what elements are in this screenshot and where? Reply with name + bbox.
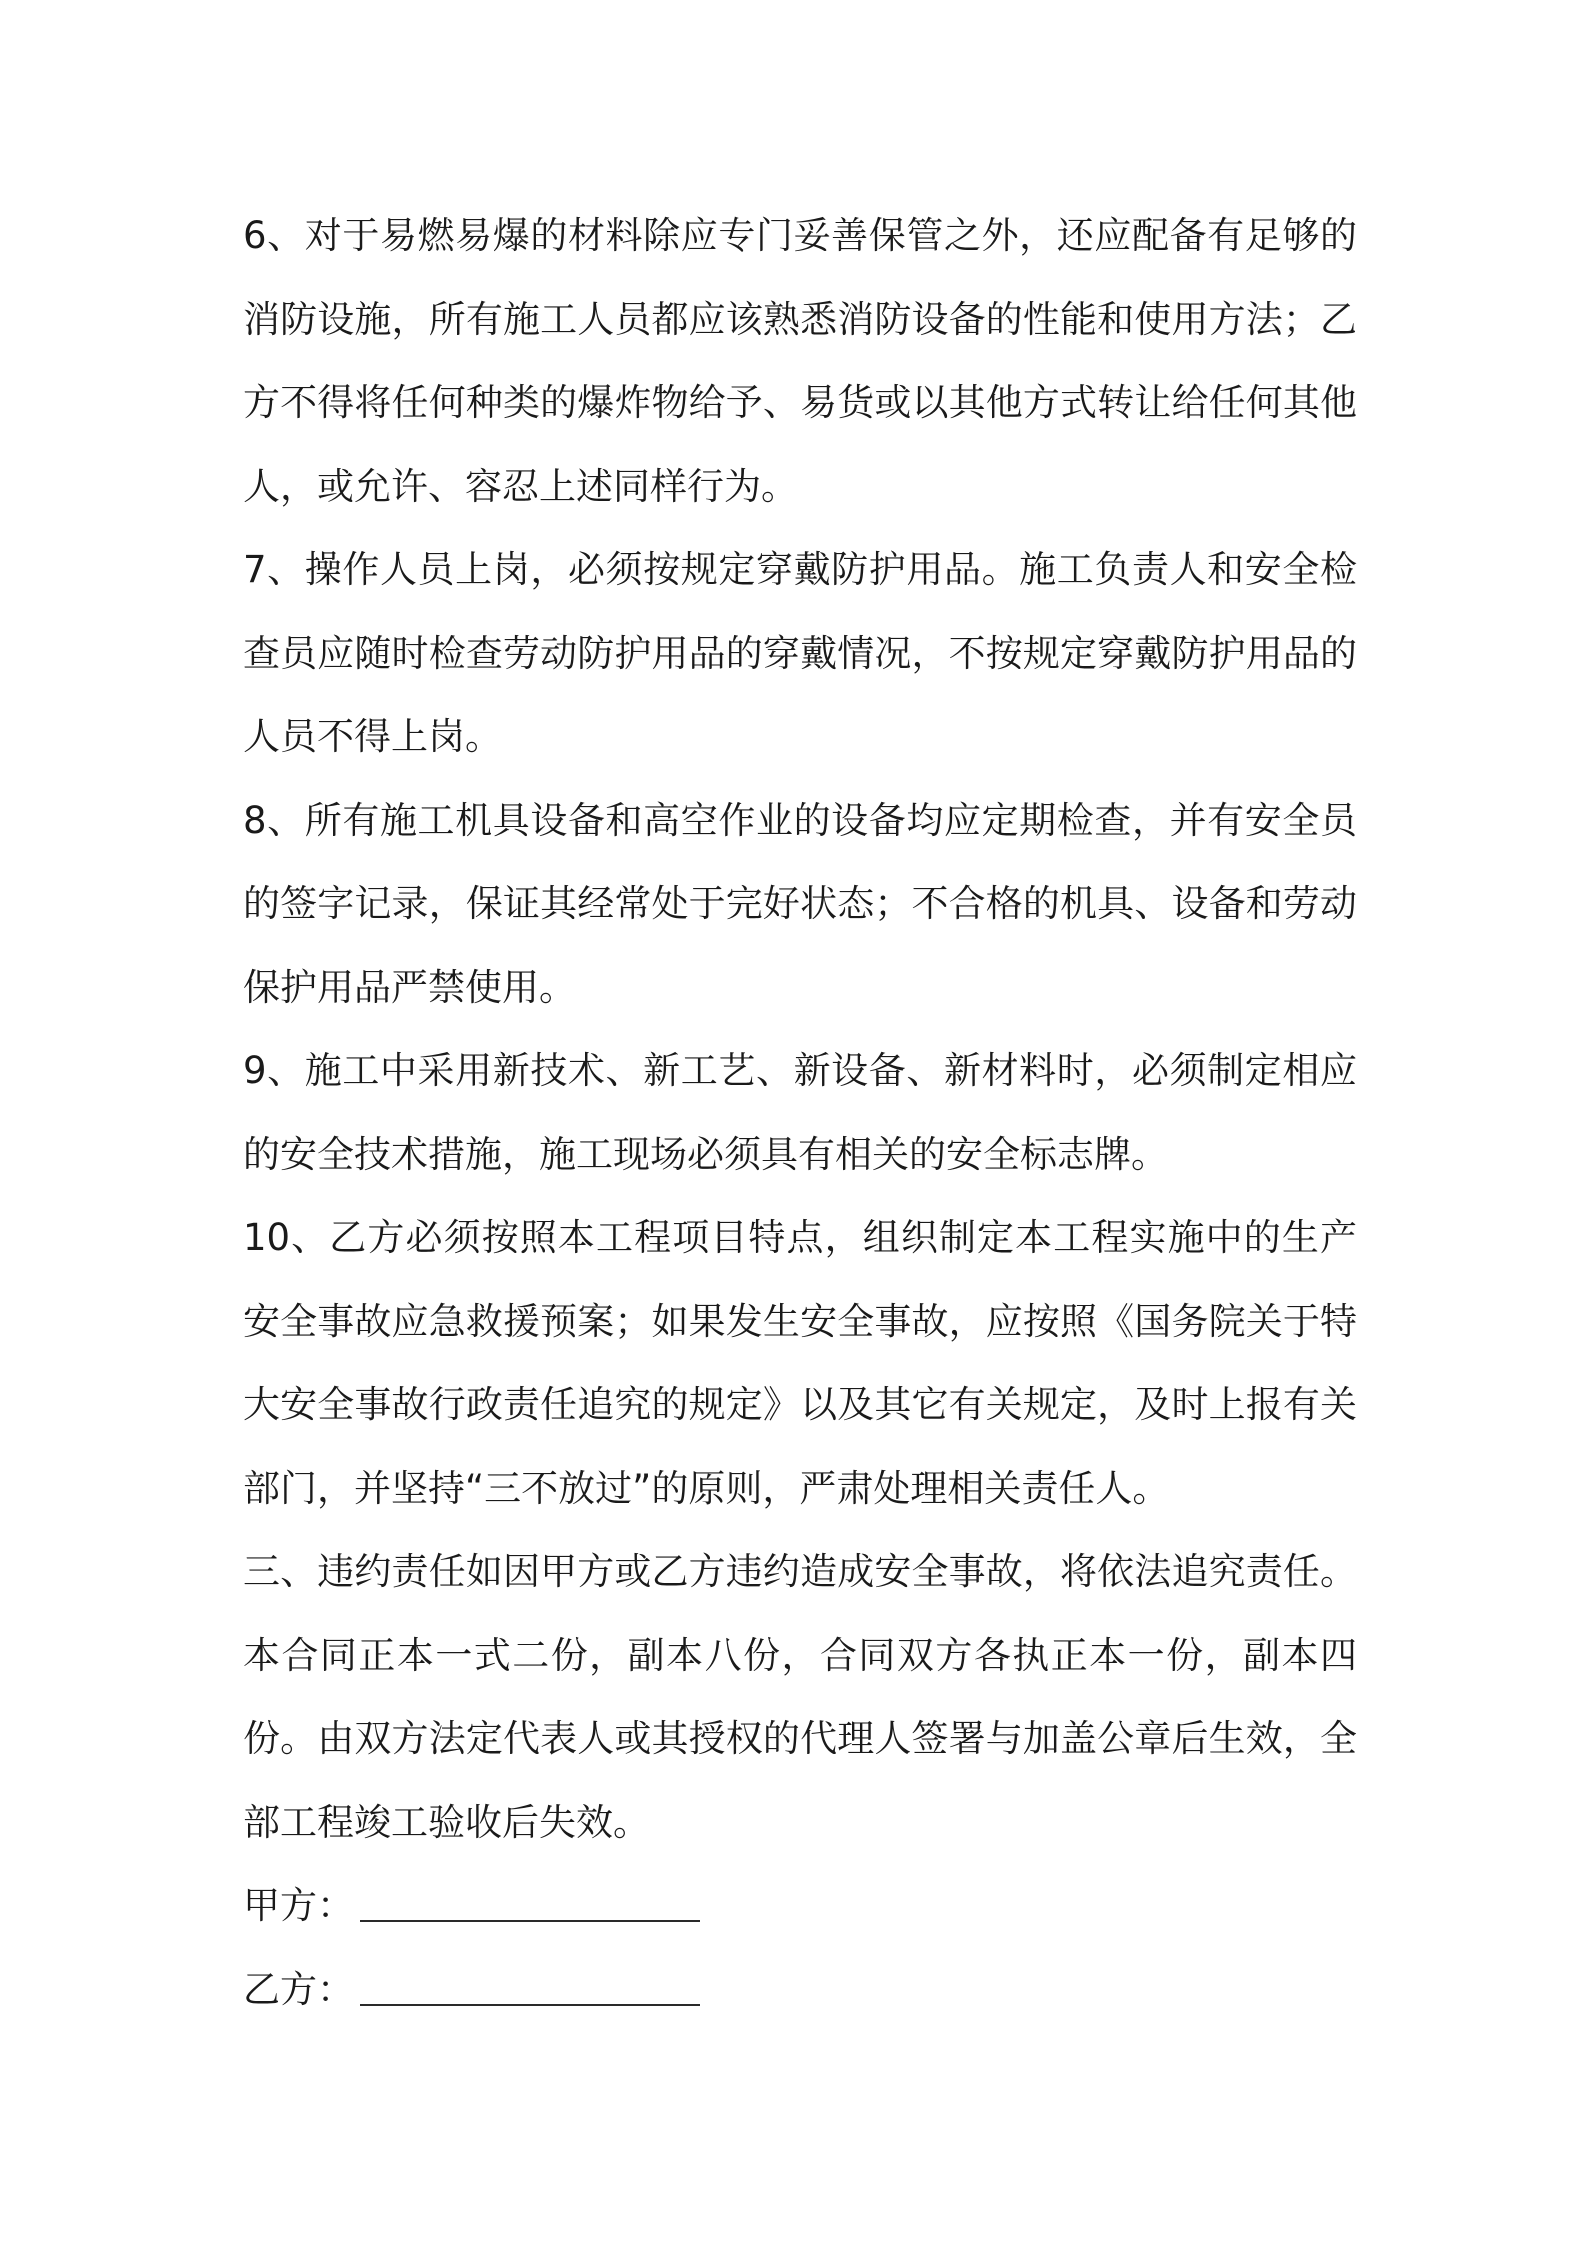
clause-6: 6、对于易燃易爆的材料除应专门妥善保管之外，还应配备有足够的消防设施，所有施工人员都应该熟悉消防设备的性能和使用方法；乙方不得将任何种类的爆炸物给予、易货或以其他方式转让给任何其他人，或允许、容忍上述同样行为。 xyxy=(243,214,1357,508)
clause-7: 7、操作人员上岗，必须按规定穿戴防护用品。施工负责人和安全检查员应随时检查劳动防护用品的穿戴情况，不按规定穿戴防护用品的人员不得上岗。 xyxy=(243,548,1357,758)
clause-10: 10、乙方必须按照本工程项目特点，组织制定本工程实施中的生产安全事故应急救援预案；如果发生安全事故，应按照《国务院关于特大安全事故行政责任追究的规定》以及其它有关规定，及时上报有关部门，并坚持“三不放过”的原则，严肃处理相关责任人。 xyxy=(243,1216,1357,1510)
party-b-signature-blank xyxy=(360,2004,700,2006)
party-a-signature-blank xyxy=(360,1920,700,1922)
breach-liability-clause: 三、违约责任如因甲方或乙方违约造成安全事故，将依法追究责任。本合同正本一式二份，副本八份，合同双方各执正本一份，副本四份。由双方法定代表人或其授权的代理人签署与加盖公章后生效，全部工程竣工验收后失效。 xyxy=(243,1550,1357,1844)
party-b-label: 乙方： xyxy=(243,1967,354,2011)
party-b-signature-line xyxy=(243,1948,1357,2032)
party-a-signature-line xyxy=(243,1864,1357,1948)
party-a-label: 甲方： xyxy=(243,1884,354,1927)
clause-9: 9、施工中采用新技术、新工艺、新设备、新材料时，必须制定相应的安全技术措施，施工现场必须具有相关的安全标志牌。 xyxy=(243,1049,1357,1176)
clause-8: 8、所有施工机具设备和高空作业的设备均应定期检查，并有安全员的签字记录，保证其经常处于完好状态；不合格的机具、设备和劳动保护用品严禁使用。 xyxy=(243,798,1357,1009)
document-body xyxy=(243,194,1357,2031)
